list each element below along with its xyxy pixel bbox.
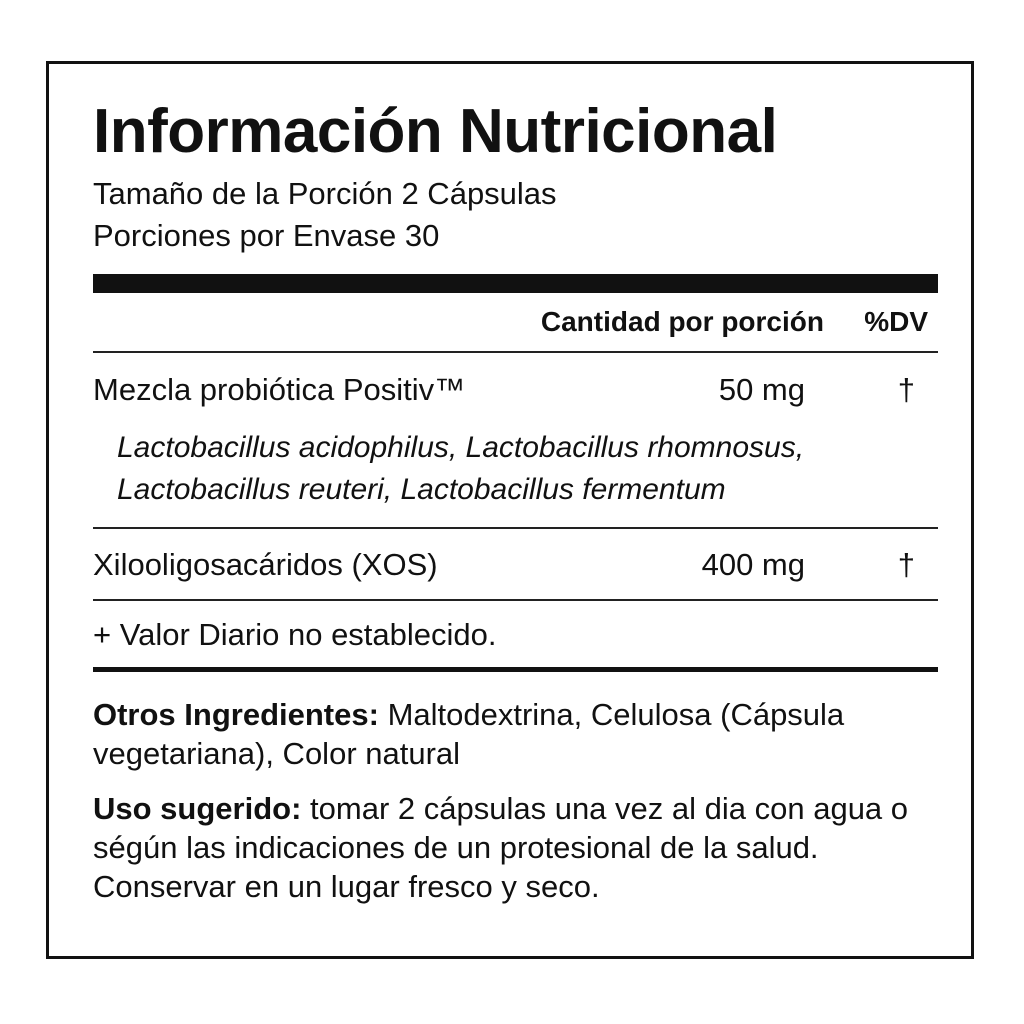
suggested-use <box>93 789 953 906</box>
dv-column-header: %DV <box>864 306 928 337</box>
dv-footnote: + Valor Diario no establecido. <box>93 617 497 652</box>
other-ingredients-text: Maltodextrina, Celulosa (Cápsula vegetariana), Color natural <box>93 697 845 771</box>
other-ingredients-label: Otros Ingredientes: <box>93 697 379 732</box>
supplement-facts-panel <box>46 61 974 959</box>
nutrient-amount: 400 mg <box>701 547 805 582</box>
row-divider <box>93 527 938 529</box>
nutrient-name: Mezcla probiótica Positiv™ <box>93 372 466 407</box>
header-divider <box>93 351 938 353</box>
thick-divider-top <box>93 274 938 293</box>
label-title: Información Nutricional <box>93 97 778 166</box>
other-ingredients <box>93 695 953 773</box>
dv-dagger: † <box>897 372 915 407</box>
suggested-use-text: tomar 2 cápsulas una vez al dia con agua o ségún las indicaciones de un protesional de la salud. Conservar en un lugar fresco y seco. <box>93 791 909 904</box>
row-divider <box>93 599 938 601</box>
servings-per-container: Porciones por Envase 30 <box>93 218 440 253</box>
amount-column-header: Cantidad por porción <box>540 306 824 337</box>
dv-dagger: † <box>897 547 915 582</box>
probiotic-strains-line-2: Lactobacillus reuteri, Lactobacillus fermentum <box>117 473 726 506</box>
suggested-use-label: Uso sugerido: <box>93 791 302 826</box>
nutrient-amount: 50 mg <box>718 372 805 407</box>
serving-size: Tamaño de la Porción 2 Cápsulas <box>93 176 557 211</box>
thick-divider-bottom <box>93 667 938 672</box>
probiotic-strains-line-1: Lactobacillus acidophilus, Lactobacillus rhomnosus, <box>117 431 805 464</box>
nutrient-name: Xilooligosacáridos (XOS) <box>93 547 438 582</box>
